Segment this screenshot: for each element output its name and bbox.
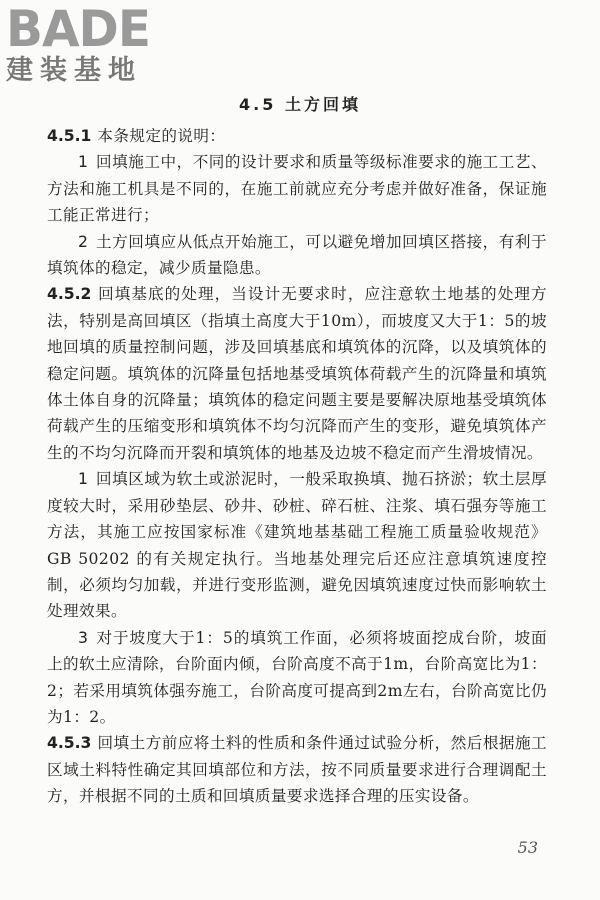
clause-4-5-1 bbox=[47, 123, 547, 149]
item-number: 1 bbox=[78, 153, 88, 172]
logo-subtitle: 建装基地 bbox=[6, 55, 142, 86]
clause-number: 4.5.2 bbox=[47, 285, 92, 304]
item-number: 2 bbox=[78, 232, 88, 251]
section-title: 4.5 土方回填 bbox=[239, 95, 361, 114]
item-3 bbox=[47, 625, 547, 731]
bade-logo bbox=[6, 0, 181, 86]
item-number: 3 bbox=[78, 628, 88, 647]
item-text: 对于坡度大于1：5的填筑工作面，必须将坡面挖成台阶，坡面上的软土应清除，台阶面内倾，台阶高度不高于1m，台阶高宽比为1：2；若采用填筑体强夯施工，台阶高度可提高到2m左右，台阶高宽比仍为1：2。 bbox=[47, 628, 547, 726]
clause-text: 回填土方前应将土料的性质和条件通过试验分析，然后根据施工区域土料特性确定其回填部位和方法，按不同质量要求进行合理调配土方，并根据不同的土质和回填质量要求选择合理的压实设备。 bbox=[47, 734, 547, 806]
item-1 bbox=[47, 466, 547, 624]
item-text: 回填区域为软土或淤泥时，一般采取换填、抛石挤淤；软土层厚度较大时，采用砂垫层、砂井、砂桩、碎石桩、注浆、填石强夯等施工方法，其施工应按国家标准《建筑地基基础工程施工质量验收规范》GB 50202 的有关规定执行。当地基处理完后还应注意填筑速度控制，必须均匀加载，并进行变形监测，避免因填筑速度过快而影响软土处理效果。 bbox=[47, 470, 547, 621]
document-body bbox=[47, 123, 547, 810]
clause-4-5-3 bbox=[47, 730, 547, 809]
clause-text: 本条规定的说明： bbox=[97, 127, 226, 145]
clause-text: 回填基底的处理，当设计无要求时，应注意软土地基的处理方法，特别是高回填区（指填土高度大于10m），而坡度又大于1：5的坡地回填的质量控制问题，涉及回填基底和填筑体的沉降，以及填筑体的稳定问题。填筑体的沉降量包括地基受填筑体荷载产生的沉降量和填筑体土体自身的沉降量；填筑体的稳定问题主要是要解决原地基受填筑体荷载产生的压缩变形和填筑体不均匀沉降而产生的变形，避免填筑体产生的不均匀沉降而开裂和填筑体的地基及边坡不稳定而产生滑坡情况。 bbox=[47, 285, 547, 462]
clause-4-5-2 bbox=[47, 281, 547, 466]
item-1 bbox=[47, 149, 547, 228]
item-2 bbox=[47, 229, 547, 282]
item-text: 回填施工中，不同的设计要求和质量等级标准要求的施工工艺、方法和施工机具是不同的，在施工前就应充分考虑并做好准备，保证施工能正常进行； bbox=[47, 153, 547, 225]
item-number: 1 bbox=[78, 470, 88, 489]
logo-brand: BADE bbox=[6, 0, 151, 58]
item-text: 土方回填应从低点开始施工，可以避免增加回填区搭接，有利于填筑体的稳定，减少质量隐患。 bbox=[47, 232, 547, 278]
clause-number: 4.5.1 bbox=[47, 127, 92, 145]
page-number: 53 bbox=[517, 838, 538, 857]
clause-number: 4.5.3 bbox=[47, 734, 92, 753]
